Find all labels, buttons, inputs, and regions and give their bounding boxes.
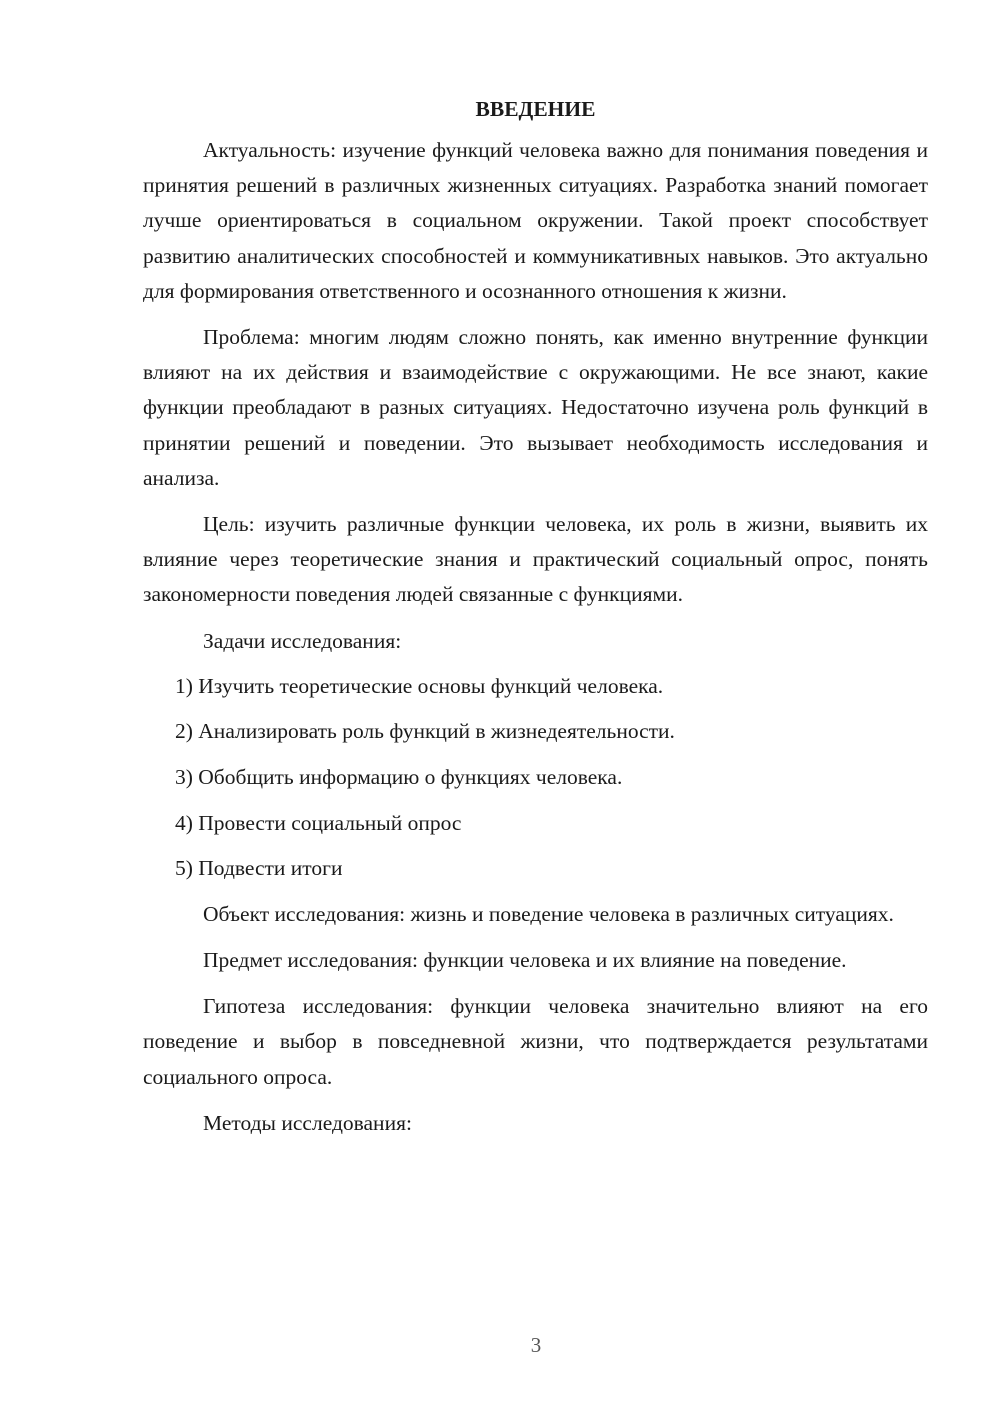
- task-item: 3) Обобщить информацию о функциях человека.: [175, 765, 623, 790]
- tasks-title: Задачи исследования:: [203, 628, 402, 653]
- task-item: 4) Провести социальный опрос: [175, 810, 462, 835]
- goal-paragraph: Цель: изучить различные функции человека, их роль в жизни, выявить их влияние через теоретические знания и практический социальный опрос, понять закономерности поведения людей связанные с функциями.: [143, 512, 928, 607]
- task-list: [143, 669, 928, 887]
- task-item: 1) Изучить теоретические основы функций человека.: [175, 673, 664, 698]
- methods-title: Методы исследования:: [203, 1110, 412, 1135]
- section-heading: ВВЕДЕНИЕ: [475, 97, 596, 121]
- relevance-paragraph: Актуальность: изучение функций человека важно для понимания поведения и принятия решений в различных жизненных ситуациях. Разработка знаний помогает лучше ориентироваться в социальном окружении. Такой проект способствует развитию аналитических способностей и коммуникативных навыков. Это актуально для формирования ответственного и осознанного отношения к жизни.: [143, 138, 928, 303]
- page-number: 3: [530, 1333, 542, 1357]
- problem-paragraph: Проблема: многим людям сложно понять, как именно внутренние функции влияют на их действия и взаимодействие с окружающими. Не все знают, какие функции преобладают в разных ситуациях. Недостаточно изучена роль функций в принятии решений и поведении. Это вызывает необходимость исследования и анализа.: [143, 325, 928, 490]
- hypothesis-paragraph: Гипотеза исследования: функции человека значительно влияют на его поведение и выбор в повседневной жизни, что подтверждается результатами социального опроса.: [143, 994, 928, 1089]
- task-item: 2) Анализировать роль функций в жизнедеятельности.: [175, 719, 675, 744]
- subject-paragraph: Предмет исследования: функции человека и их влияние на поведение.: [203, 948, 847, 973]
- page-content: [143, 92, 928, 1152]
- task-item: 5) Подвести итоги: [175, 856, 343, 881]
- object-paragraph: Объект исследования: жизнь и поведение человека в различных ситуациях.: [203, 901, 894, 926]
